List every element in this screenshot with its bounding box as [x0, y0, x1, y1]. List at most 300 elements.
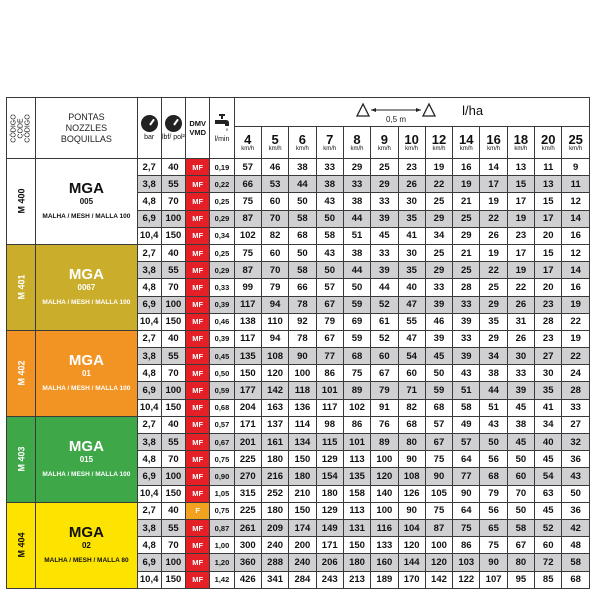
application-rate: 64 [453, 451, 480, 468]
application-rate: 94 [261, 330, 288, 347]
speed-value: 16 [486, 131, 501, 147]
speed-unit: km/h [405, 145, 419, 152]
droplet-class: MF [186, 416, 210, 433]
application-rate: 90 [480, 554, 507, 571]
application-rate: 150 [343, 537, 370, 554]
application-rate: 117 [234, 296, 261, 313]
application-rate: 11 [535, 159, 562, 176]
pressure-psi: 70 [161, 365, 185, 382]
application-rate: 82 [398, 399, 425, 416]
application-rate: 54 [535, 468, 562, 485]
application-rate: 25 [453, 262, 480, 279]
droplet-class: MF [186, 554, 210, 571]
application-rate: 86 [453, 537, 480, 554]
flow-lmin: 0,34 [210, 227, 234, 244]
application-rate: 70 [261, 262, 288, 279]
application-rate: 30 [398, 193, 425, 210]
application-rate: 180 [316, 485, 343, 502]
application-rate: 49 [453, 416, 480, 433]
application-rate: 225 [234, 502, 261, 519]
speed-unit: km/h [350, 145, 364, 152]
application-rate: 135 [234, 348, 261, 365]
speed-header [398, 127, 425, 159]
application-rate: 201 [234, 434, 261, 451]
pressure-psi: 150 [161, 399, 185, 416]
application-rate: 15 [535, 193, 562, 210]
application-rate: 315 [234, 485, 261, 502]
speed-unit: km/h [268, 145, 282, 152]
speed-header [316, 127, 343, 159]
speed-header [453, 127, 480, 159]
application-rate: 44 [343, 210, 370, 227]
nozzle-name: MGA [68, 352, 104, 370]
application-rate: 17 [535, 210, 562, 227]
application-rate: 33 [425, 279, 452, 296]
application-rate: 50 [425, 365, 452, 382]
speed-header [234, 127, 261, 159]
application-rate: 44 [289, 176, 316, 193]
speed-value: 6 [298, 131, 307, 147]
application-rate: 16 [453, 159, 480, 176]
application-rate: 100 [425, 537, 452, 554]
pressure-bar: 3,8 [137, 348, 161, 365]
speed-value: 18 [513, 131, 529, 147]
droplet-class: MF [186, 348, 210, 365]
application-rate: 40 [535, 434, 562, 451]
droplet-class: MF [186, 519, 210, 536]
application-rate: 87 [425, 519, 452, 536]
application-rate: 45 [535, 451, 562, 468]
application-rate: 59 [343, 296, 370, 313]
application-rate: 150 [289, 451, 316, 468]
code-label-es: CÓDIGO [24, 113, 32, 143]
speed-header [480, 127, 507, 159]
application-rate: 40 [398, 279, 425, 296]
nozzle-number: 02 [81, 541, 91, 551]
application-rate: 82 [261, 227, 288, 244]
application-rate: 134 [289, 434, 316, 451]
application-rate: 177 [234, 382, 261, 399]
application-rate: 54 [398, 348, 425, 365]
application-rate: 38 [480, 365, 507, 382]
application-rate: 98 [316, 416, 343, 433]
application-rate: 33 [453, 296, 480, 313]
droplet-class: MF [186, 176, 210, 193]
application-rate: 71 [398, 382, 425, 399]
application-rate: 43 [480, 416, 507, 433]
speed-header [425, 127, 452, 159]
application-rate: 61 [371, 313, 398, 330]
application-rate: 80 [398, 434, 425, 451]
speed-header [289, 127, 316, 159]
code-label-en: CODE [17, 117, 25, 139]
application-rate: 213 [343, 571, 370, 588]
application-rate: 23 [535, 296, 562, 313]
nozzle-flow-table [6, 97, 590, 589]
application-rate: 171 [316, 537, 343, 554]
nozzle-number: 015 [79, 455, 94, 465]
application-rate: 75 [453, 519, 480, 536]
application-rate: 34 [425, 227, 452, 244]
pressure-psi: 150 [161, 313, 185, 330]
application-rate: 108 [261, 348, 288, 365]
flow-lmin: 0,39 [210, 330, 234, 347]
application-rate: 57 [234, 159, 261, 176]
speed-value: 9 [380, 131, 388, 147]
application-rate: 36 [562, 502, 590, 519]
application-rate: 14 [480, 159, 507, 176]
application-rate: 105 [425, 485, 452, 502]
application-rate: 300 [234, 537, 261, 554]
application-rate: 360 [234, 554, 261, 571]
application-rate: 11 [562, 176, 590, 193]
application-rate: 47 [398, 296, 425, 313]
application-rate: 89 [343, 382, 370, 399]
pressure-bar: 3,8 [137, 176, 161, 193]
application-rate: 30 [535, 365, 562, 382]
application-rate: 41 [398, 227, 425, 244]
nozzle-model [36, 502, 137, 588]
application-rate: 17 [507, 193, 534, 210]
application-rate: 16 [562, 279, 590, 296]
pressure-bar: 2,7 [137, 159, 161, 176]
speed-unit: km/h [432, 145, 446, 152]
pressure-psi: 55 [161, 348, 185, 365]
application-rate: 114 [289, 416, 316, 433]
application-rate: 19 [562, 296, 590, 313]
application-rate: 58 [562, 554, 590, 571]
pressure-gauge-icon [141, 115, 158, 132]
nozzle-name: MGA [68, 266, 104, 284]
application-rate: 56 [480, 451, 507, 468]
application-rate: 39 [425, 296, 452, 313]
application-rate: 38 [343, 244, 370, 261]
flow-lmin: 1,00 [210, 537, 234, 554]
application-rate: 142 [425, 571, 452, 588]
pressure-psi: 100 [161, 296, 185, 313]
speed-header [562, 127, 590, 159]
application-rate: 77 [453, 468, 480, 485]
application-rate: 14 [562, 210, 590, 227]
speed-value: 14 [459, 131, 474, 147]
application-rate: 70 [507, 485, 534, 502]
application-rate: 180 [261, 502, 288, 519]
pressure-bar: 10,4 [137, 227, 161, 244]
application-rate: 120 [425, 554, 452, 571]
speed-unit: km/h [459, 145, 473, 152]
application-rate: 206 [316, 554, 343, 571]
speed-unit: km/h [323, 145, 337, 152]
application-rate: 68 [398, 416, 425, 433]
application-rate: 43 [316, 193, 343, 210]
application-rate: 35 [480, 313, 507, 330]
nozzle-code-label: M 403 [16, 446, 27, 472]
application-rate: 29 [343, 159, 370, 176]
pressure-bar: 6,9 [137, 210, 161, 227]
faucet-icon [213, 113, 231, 135]
application-rate: 60 [371, 348, 398, 365]
speed-value: 10 [404, 131, 419, 147]
application-rate: 261 [234, 519, 261, 536]
flow-lmin: 0,90 [210, 468, 234, 485]
application-rate: 22 [425, 176, 452, 193]
application-rate: 68 [343, 348, 370, 365]
pressure-bar: 3,8 [137, 262, 161, 279]
pressure-bar: 3,8 [137, 519, 161, 536]
application-rate: 180 [343, 554, 370, 571]
application-rate: 90 [289, 348, 316, 365]
application-rate: 120 [371, 468, 398, 485]
application-rate: 46 [261, 159, 288, 176]
application-rate: 284 [289, 571, 316, 588]
application-rate: 38 [343, 193, 370, 210]
application-rate: 79 [480, 485, 507, 502]
flow-lmin: 0,46 [210, 313, 234, 330]
nozzle-mesh: MALHA / MESH / MALLA 80 [44, 557, 129, 565]
pressure-psi: 100 [161, 210, 185, 227]
application-rate: 41 [535, 399, 562, 416]
speed-unit: km/h [377, 145, 391, 152]
application-rate: 117 [234, 330, 261, 347]
pressure-psi: 70 [161, 537, 185, 554]
application-rate: 39 [371, 262, 398, 279]
application-rate: 13 [507, 159, 534, 176]
droplet-class: MF [186, 159, 210, 176]
droplet-class: F [186, 502, 210, 519]
spacing-label: 0,5 m [385, 115, 406, 124]
pressure-bar: 10,4 [137, 485, 161, 502]
droplet-class: MF [186, 279, 210, 296]
bar-header [137, 98, 161, 159]
application-rate: 57 [453, 434, 480, 451]
application-rate: 60 [507, 468, 534, 485]
speed-value: 5 [271, 131, 279, 147]
application-rate: 50 [289, 244, 316, 261]
speed-unit: km/h [541, 145, 555, 152]
flow-lmin: 0,22 [210, 176, 234, 193]
flow-lmin: 0,25 [210, 244, 234, 261]
speed-value: 12 [431, 131, 447, 147]
application-rate: 32 [562, 434, 590, 451]
application-rate: 108 [398, 468, 425, 485]
pressure-psi: 100 [161, 554, 185, 571]
application-rate: 33 [316, 159, 343, 176]
application-rate: 22 [480, 210, 507, 227]
application-rate: 78 [289, 330, 316, 347]
application-rate: 33 [507, 365, 534, 382]
application-rate: 57 [425, 416, 452, 433]
pressure-psi: 40 [161, 159, 185, 176]
application-rate: 120 [261, 365, 288, 382]
pressure-bar: 2,7 [137, 502, 161, 519]
application-rate: 33 [562, 399, 590, 416]
droplet-class: MF [186, 193, 210, 210]
application-rate: 44 [480, 382, 507, 399]
nozzle-code [7, 159, 36, 245]
application-rate: 142 [261, 382, 288, 399]
application-rate: 158 [343, 485, 370, 502]
flow-lmin: 0,29 [210, 210, 234, 227]
application-rate: 79 [371, 382, 398, 399]
application-rate: 23 [398, 159, 425, 176]
pressure-psi: 100 [161, 382, 185, 399]
application-rate: 270 [234, 468, 261, 485]
application-rate: 68 [289, 227, 316, 244]
application-rate: 42 [562, 519, 590, 536]
application-rate: 31 [507, 313, 534, 330]
application-rate: 26 [480, 227, 507, 244]
application-rate: 85 [535, 571, 562, 588]
application-rate: 50 [507, 502, 534, 519]
application-rate: 50 [507, 451, 534, 468]
application-rate: 19 [507, 262, 534, 279]
application-rate: 50 [480, 434, 507, 451]
application-rate: 94 [261, 296, 288, 313]
nozzle-mesh: MALHA / MESH / MALLA 100 [42, 385, 131, 393]
table-row [7, 159, 590, 176]
application-rate: 34 [535, 416, 562, 433]
pressure-psi: 100 [161, 468, 185, 485]
application-rate: 26 [507, 330, 534, 347]
nozzle-name: MGA [68, 524, 104, 542]
pressure-psi: 55 [161, 434, 185, 451]
application-rate: 29 [480, 296, 507, 313]
application-rate: 44 [371, 279, 398, 296]
nozzle-code [7, 502, 36, 588]
application-rate: 52 [535, 519, 562, 536]
application-rate: 21 [453, 244, 480, 261]
pressure-psi: 55 [161, 519, 185, 536]
speed-value: 7 [326, 131, 334, 147]
application-rate: 75 [343, 365, 370, 382]
speed-value: 8 [353, 131, 361, 147]
application-rate: 210 [289, 485, 316, 502]
flow-lmin: 1,20 [210, 554, 234, 571]
application-rate: 87 [234, 262, 261, 279]
application-rate: 50 [316, 210, 343, 227]
pressure-bar: 10,4 [137, 399, 161, 416]
pressure-bar: 6,9 [137, 554, 161, 571]
application-rate: 28 [535, 313, 562, 330]
application-rate: 29 [425, 210, 452, 227]
application-rate: 29 [425, 262, 452, 279]
application-rate: 90 [398, 451, 425, 468]
application-rate: 171 [234, 416, 261, 433]
application-rate: 26 [398, 176, 425, 193]
application-rate: 22 [480, 262, 507, 279]
nozzle-code [7, 330, 36, 416]
application-rate: 16 [562, 227, 590, 244]
table-row [7, 416, 590, 433]
application-rate: 25 [480, 279, 507, 296]
pressure-psi: 150 [161, 227, 185, 244]
nozzle-number: 01 [81, 369, 91, 379]
table-row [7, 244, 590, 261]
application-rate: 58 [289, 210, 316, 227]
pressure-psi: 150 [161, 571, 185, 588]
application-rate: 122 [453, 571, 480, 588]
application-rate: 17 [480, 176, 507, 193]
application-rate: 113 [343, 451, 370, 468]
droplet-class: MF [186, 210, 210, 227]
nozzle-mesh: MALHA / MESH / MALLA 100 [42, 471, 131, 479]
application-rate: 59 [425, 382, 452, 399]
vmd-label: VMD [189, 128, 207, 137]
flow-lmin: 0,33 [210, 279, 234, 296]
application-rate: 66 [234, 176, 261, 193]
application-rate: 58 [453, 399, 480, 416]
speed-unit: km/h [487, 145, 501, 152]
application-rate: 129 [316, 502, 343, 519]
application-rate: 9 [562, 159, 590, 176]
table-row [7, 330, 590, 347]
application-rate: 15 [535, 244, 562, 261]
bar-label: bar [144, 133, 155, 141]
application-rate: 116 [371, 519, 398, 536]
pressure-psi: 150 [161, 485, 185, 502]
application-rate: 24 [562, 365, 590, 382]
nozzle-code-label: M 404 [16, 532, 27, 558]
application-rate: 135 [343, 468, 370, 485]
application-rate: 15 [507, 176, 534, 193]
flow-lmin: 0,59 [210, 382, 234, 399]
application-rate: 58 [507, 519, 534, 536]
application-rate: 43 [316, 244, 343, 261]
application-rate: 56 [480, 502, 507, 519]
application-rate: 45 [507, 399, 534, 416]
application-rate: 137 [261, 416, 288, 433]
application-rate: 150 [234, 365, 261, 382]
speed-value: 20 [540, 131, 556, 147]
application-rate: 20 [535, 227, 562, 244]
nozzle-mesh: MALHA / MESH / MALLA 100 [42, 213, 131, 221]
speed-unit: km/h [569, 145, 583, 152]
application-rate: 68 [562, 571, 590, 588]
application-rate: 55 [398, 313, 425, 330]
application-rate: 113 [343, 502, 370, 519]
application-rate: 47 [398, 330, 425, 347]
application-rate: 14 [562, 262, 590, 279]
pressure-bar: 6,9 [137, 296, 161, 313]
pressure-psi: 40 [161, 502, 185, 519]
nozzle-code-label: M 401 [16, 274, 27, 300]
application-rate: 68 [480, 468, 507, 485]
application-rate: 22 [562, 348, 590, 365]
application-rate: 22 [507, 279, 534, 296]
nozzle-number: 0067 [77, 283, 96, 293]
pressure-psi: 40 [161, 244, 185, 261]
application-rate: 20 [535, 279, 562, 296]
application-rate: 107 [480, 571, 507, 588]
application-rate: 67 [316, 296, 343, 313]
application-rate: 67 [425, 434, 452, 451]
nozzle-name: MGA [68, 180, 104, 198]
application-rate: 160 [371, 554, 398, 571]
application-rate: 27 [562, 416, 590, 433]
application-rate: 38 [507, 416, 534, 433]
pressure-bar: 4,8 [137, 279, 161, 296]
flow-lmin: 0,57 [210, 416, 234, 433]
application-rate: 60 [398, 365, 425, 382]
pressure-bar: 4,8 [137, 365, 161, 382]
droplet-class: MF [186, 468, 210, 485]
flow-lmin: 0,19 [210, 159, 234, 176]
application-rate: 216 [261, 468, 288, 485]
application-rate: 240 [289, 554, 316, 571]
dmv-header [186, 98, 210, 159]
droplet-class: MF [186, 537, 210, 554]
application-rate: 95 [507, 571, 534, 588]
